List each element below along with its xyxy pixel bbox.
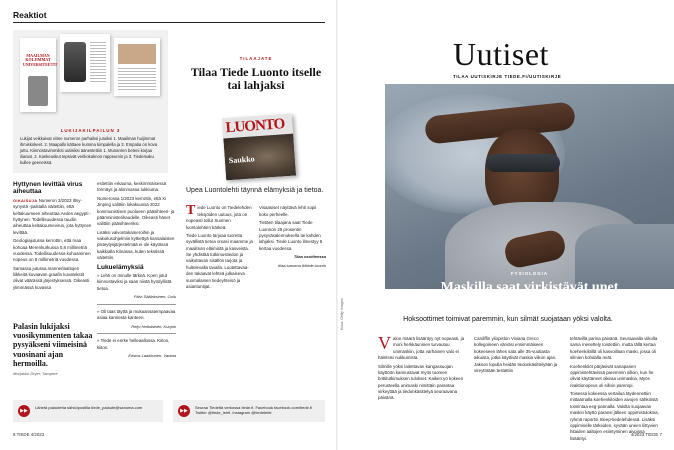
reader-signature: Päivi Säälaksinen, Oulu	[133, 294, 176, 300]
page-number-left: 8 TIEDE 4/2023	[13, 432, 45, 437]
order-title: Tilaa osoitteessa	[293, 254, 326, 260]
right-page	[338, 0, 674, 450]
article-standfirst: Hoksoottimet toimivat paremmin, kun silmät suojataan yöksi valolta.	[403, 316, 613, 323]
paragraph: Tietäen tilaajana saat Tiede Luonnon 25 prosentin pysyväsalennuksella tai kahden lahjaksi. Tiede Luonto ilmestyy 8 kertaa vuodessa.	[259, 220, 323, 251]
cover-title: MAAILMAN KOLJIMMAT UNIVERSITEETIT	[23, 53, 58, 67]
dropcap: V	[378, 333, 391, 353]
corrections-paragraph: Geologiajutussa kerrottin, että maa kohoaa Merenkurkussa 0,8 millimetriä vuodessa. Todellisuudessa kohoaminen nopeus on 8 millimetriä vuodessa.	[13, 238, 91, 263]
social-box	[173, 400, 325, 422]
divider	[97, 333, 176, 334]
promo-body	[186, 205, 326, 292]
magazine-cover-image	[20, 38, 56, 112]
feedback-box	[13, 400, 163, 422]
footer-contacts	[13, 400, 325, 422]
paragraph: tehtävillä parina päivänä. Seuraavalla viikolla sama menettely toistettiin, mutta tällä kertaa koehenkilöillä oli kasvoillaan maski, jossa oli silmien kohdalla reiät.	[570, 336, 658, 361]
corrections-column	[13, 181, 93, 293]
order-link[interactable]: tilaa.sanoma.fi/tiede-luonto	[278, 262, 326, 268]
text-lines	[118, 68, 156, 92]
page-number-right: 4/2023 TIEDE 7	[630, 432, 662, 437]
magazine-spread-image-2	[114, 38, 160, 96]
quiz-results: Lukijat veikkaivat viime numeron parhaiksi jutuiksi 1. Maailman huijimmat ihmiskokeet. 2. Maapallo kättaee kumma kimpalella ja 3. Empatia on kova juttu. Kiinnostavimmiksi uutisiksi äänestettiin 1. Munanren beteni korjaa ilianiat. 2. Kankeuskut tepsivät verikokaknon rappeumin ja 3. Tiedemaku kullee geeneissä.	[20, 136, 158, 165]
dropcap: T	[186, 203, 196, 219]
photo-block	[118, 44, 156, 64]
quote-author: Morjakko Dryer, Tampere	[13, 370, 58, 376]
machine-image	[64, 42, 86, 82]
social-text[interactable]: Seuraa Tiedettä verkossa tiede.fi. Facebook facebook.com/tiede.fi Twitter @tiede_lehti. Instagram @tiedelehti	[195, 405, 312, 416]
article-kicker: FYSIOLOGIA	[510, 271, 549, 276]
top-rule	[13, 22, 325, 23]
paragraph: Numerossa 1/2023 kerrottin, että Xi Jinping valittiin lokakuussa 2022 kommunistisen puolueen pääsihteeri- ja päämninisterikaudelle. Oikeasti hänet valittiin pääsihteeriksi.	[97, 195, 175, 227]
sleeping-man-photo	[385, 84, 674, 289]
promo-col-b	[259, 205, 326, 292]
reader-comment: » Tiede ei enrke helleaallossa. Kiitos, kiitos.	[97, 338, 170, 350]
arrow-icon: ▶▶	[178, 405, 190, 417]
reader-experiences-heading: Lukuelämyksiä	[97, 263, 144, 271]
divider	[97, 304, 176, 305]
tiede-luonto-cover	[222, 114, 296, 181]
promo-heading: Tilaa Tiede Luonto itselle tai lahjaksi	[190, 65, 322, 93]
promo-intro: Upea Luontolehti täynnä elämyksiä ja tietoa.	[186, 187, 324, 194]
quote-text: Palasin lukijaksi vuosikymmenten takaa pysyäkseni viimeisinä vuosinani ajan hermoilla.	[13, 322, 93, 368]
cover-strap: Saukko	[228, 154, 255, 166]
subscription-promo	[186, 30, 326, 173]
magazine-spread-image	[60, 34, 110, 92]
corrections-heading: Hyttynen levittää virus aiheuttaa	[13, 181, 83, 196]
paragraph: Toisessa kokeessa vertailua täydennettiin mittaamalla koehenkilöiden aivojen sähköistä toimintaa eeg-pannalla. Valolta suojaavan maskin käyttö paransi jälleen oppimistuloksia, ryhmä raportoi Sleep-tiedelehdessä. Lisäksi oppimiselle tärkeiden, syvään uneen liittyvien hitaiden aaltojen esiintyminen aivoissa lisääntyi.	[570, 391, 659, 441]
photo-credit: Kuva: Getty Images	[340, 298, 344, 330]
section-title: Reaktiot	[13, 10, 47, 20]
promo-col-a: Tiede Luonto on Tiedelehden teksjöiden uutuus, jota on nopeasti tullut Suomen luontolehtien kärkeä. Tiede Luonto tarjoaa tuoretta syvällistä tietoa omasi maamme ja maailman eläimistä ja kasveista. Se yhdistää tutkimustiedon ja vaikuttavan sisällön tarjota ja hultelevalla tavalla. Luotettavaa- den takaavat lehteä julkaiseva suomalainen tiedeyhteisö ja asiantuntijat.	[186, 203, 253, 289]
corrections-label: OIKAISUJA	[13, 197, 38, 203]
arrow-icon: ▶▶	[18, 405, 30, 417]
paragraph: Visaasiset näyttävä lehti sopii koko perheelle.	[259, 205, 317, 217]
reader-comment: » Lehti on minulle tärkeä. Koen jutut kiinnostaviksi ja saan niistä hyödyllistä tietoa.	[97, 272, 172, 291]
paragraph: Lisäksi valvontakameroihin ja vakoilusohjelmiin kytkettyä kansalaisten pisteytysjärjestelmää ei ole käytössä kaikkialla Kiinassa, kuten tekstissä väitettiin.	[97, 229, 175, 261]
cover-picture	[28, 76, 48, 106]
reader-comment: » Oli taas täyttä ja mukaansatempaavaa asiaa kannesta kanteen.	[97, 308, 176, 321]
corrections-column-2	[97, 181, 176, 362]
section-title-uutiset: Uutiset	[453, 36, 549, 72]
newsletter-line: TILAA UUTISKIRJE TIEDE.FI/UUTISKIRJE	[453, 74, 562, 79]
reader-quote	[13, 322, 93, 376]
corrections-paragraph: Samassa jutussa mannerlaattojen liikkeitä kuvaavan graafin kuvatekstit olivat väärässä järjestyksessä. Oikeasti ylimmässä kuvassa	[13, 265, 90, 290]
reader-signature: Reijo Heilalainen, Kuopio	[131, 323, 176, 329]
sleep-mask	[486, 154, 560, 172]
paragraph: esitettiin erkauma, keskimmäisessä törmäys ja alimmassa lukkiuma.	[97, 181, 167, 193]
paragraph: Silmille yöksi laitettavan kangassuojan käyttöön kannustavat myös tuoreen brittitutkimuksen tulokset. Kaiken yö kokeen perusteella unimaski nimittäin parantaa virkeyttää ja tiedonkäsittelyä seuraavana päivänä.	[378, 363, 464, 401]
article-column-1: Valon määrä lisääntyy nyt nopeasti, ja moni herkkäuninen turvautuu unimaskiin, jotta varhainen valo ei häiritsisi nukkumista. Silmille yöksi laitettavan kangassuojan käyttöön kannustavat myös tuoreen brittitutkimuksen tulokset. Kaiken yö kokeen perusteella unimaski nimittäin parantaa virkeyttää ja tiedonkäsittelyä seuraavana päivänä.	[378, 336, 467, 404]
quiz-kicker: LUKIJAKILPAILUN 3	[60, 128, 121, 133]
reader-signature: Enstos Laakkonen, Vantaa	[128, 353, 176, 359]
paragraph: Cardiffin yliopiston Viviana Greco kollegoineen värväsi ensimmäiseen kokeeseen lähes sata alle 35-vuotiasta aikuista, jotka käyttivät maskia viikon ajan. Jakson lopulla heidän tiedonkäsittelyään ja vireyttöään testattiin	[474, 336, 558, 373]
cover-masthead: LUONTO	[225, 116, 285, 137]
text-lines	[90, 42, 106, 82]
article-column-2	[474, 336, 563, 376]
paragraph: Tiede Luonto tarjoaa tuoretta syvällistä tietoa omasi maamme ja maailman eläimistä ja kasveista. Se yhdistää tutkimustiedon ja vaikuttavan sisällön tarjota ja hultelevalla tavalla. Luotettavaa- den takaavat lehteä julkaiseva suomalainen tiedeyhteisö ja asiantuntijat.	[186, 232, 253, 289]
article-column-3	[570, 336, 662, 444]
promo-text	[186, 186, 326, 292]
promo-kicker: TILAAJATE	[239, 56, 273, 61]
feedback-text[interactable]: Lähetä palautetta sähköpostilla tiede_palaute@sanoma.com	[35, 405, 143, 410]
article-headline: Maskilla saat virkistävät unet	[440, 280, 619, 295]
paragraph: Koehenkilöt pärjäsivät sanaparien oppimistehtävissä paremmin silloin, kun he olivat käyttäneet oikeaa unimaskia. Myös reaktionopeus oli silloin parempi.	[570, 363, 654, 388]
corrections-paragraph: OIKAISUJA Numeron 3/2023 Iltsy-synystä -palstalla väitettiin, että keltakuumeen aiheuttaa Aedes aegypti -hyttynen. Todellisuudessa taudin aiheuttaa keltakuumevirus, jota hyttynen levittää.	[13, 197, 92, 235]
